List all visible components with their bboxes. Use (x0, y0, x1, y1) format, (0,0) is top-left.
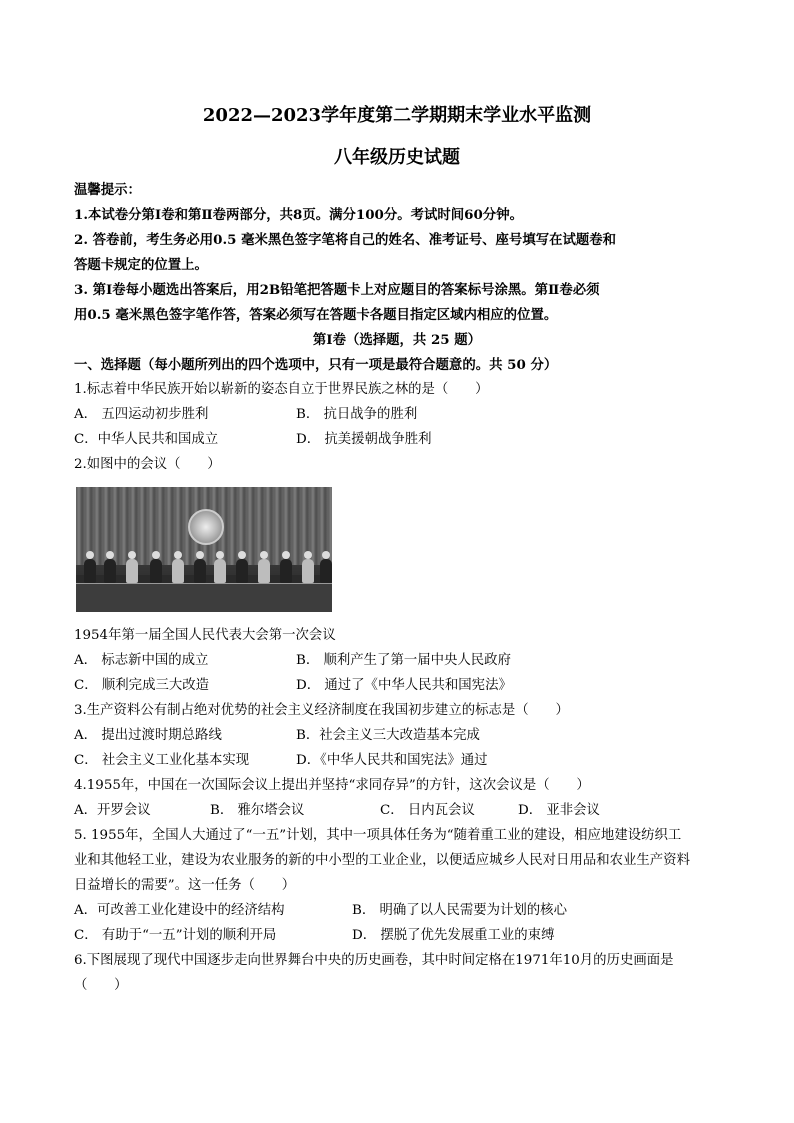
photo-figure (320, 559, 332, 583)
question-stem: 日益增长的需要”。这一任务（ ） (74, 878, 296, 893)
photo-figure (258, 559, 270, 583)
section-title: 第Ⅰ卷（选择题，共 25 题） (312, 332, 482, 348)
photo-figure (172, 559, 184, 583)
photo-table (76, 583, 332, 612)
option-d: D． 通过了《中华人民共和国宪法》 (296, 678, 512, 693)
exam-subtitle: 八年级历史试题 (334, 147, 460, 168)
photo-figure (280, 559, 292, 583)
option-a: A． 标志新中国的成立 (74, 653, 209, 668)
option-c: C． 顺利完成三大改造 (74, 678, 210, 693)
option-b: B．社会主义三大改造基本完成 (296, 728, 480, 743)
option-c: C． 有助于“一五”计划的顺利开局 (74, 928, 277, 943)
photo-caption: 1954年第一届全国人民代表大会第一次会议 (74, 628, 336, 643)
question-stem: 4.1955年，中国在一次国际会议上提出并坚持“求同存异”的方针，这次会议是（ ） (74, 778, 590, 793)
question-stem: 2.如图中的会议（ ） (74, 457, 221, 472)
part-heading: 一、选择题（每小题所列出的四个选项中，只有一项是最符合题意的。共 50 分） (74, 357, 558, 373)
option-a: A． 提出过渡时期总路线 (74, 728, 222, 743)
exam-title: 2022—2023学年度第二学期期末学业水平监测 (202, 105, 592, 126)
photo-figure (104, 559, 116, 583)
option-d: D．《中华人民共和国宪法》通过 (296, 753, 488, 768)
photo-figure (126, 559, 138, 583)
photo-figure (302, 559, 314, 583)
option-c: C．中华人民共和国成立 (74, 432, 219, 447)
congress-photo (76, 487, 332, 612)
option-d: D． 抗美援朝战争胜利 (296, 432, 432, 447)
option-b: B． 顺利产生了第一届中央人民政府 (296, 653, 511, 668)
photo-figure (236, 559, 248, 583)
question-stem: （ ） (74, 978, 128, 993)
option-d: D． 摆脱了优先发展重工业的束缚 (352, 928, 555, 943)
national-emblem-icon (188, 509, 224, 545)
photo-figure (150, 559, 162, 583)
option-b: B． 明确了以人民需要为计划的核心 (352, 903, 567, 918)
photo-figure (194, 559, 206, 583)
option-c: C． 社会主义工业化基本实现 (74, 753, 250, 768)
question-stem: 3.生产资料公有制占绝对优势的社会主义经济制度在我国初步建立的标志是（ ） (74, 703, 569, 718)
question-stem: 5. 1955年，全国人大通过了“一五”计划，其中一项具体任务为“随着重工业的建设，相应地建设纺织工 (74, 828, 682, 843)
tips-line: 1.本试卷分第Ⅰ卷和第Ⅱ卷两部分，共8页。满分100分。考试时间60分钟。 (74, 207, 523, 223)
option-b: B． 抗日战争的胜利 (296, 407, 418, 422)
tips-line: 用0.5 毫米黑色签字笔作答，答案必须写在答题卡各题目指定区域内相应的位置。 (74, 307, 558, 323)
option-b: B． 雅尔塔会议 (210, 803, 305, 818)
tips-heading: 温馨提示： (74, 182, 141, 198)
option-c: C． 日内瓦会议 (380, 803, 475, 818)
photo-figure (214, 559, 226, 583)
question-stem: 1.标志着中华民族开始以崭新的姿态自立于世界民族之林的是（ ） (74, 382, 489, 397)
question-stem: 业和其他轻工业，建设为农业服务的新的中小型的工业企业，以便适应城乡人民对日用品和农业生产资料 (74, 853, 690, 868)
tips-line: 2. 答卷前，考生务必用0.5 毫米黑色签字笔将自己的姓名、准考证号、座号填写在试题卷和 (74, 232, 617, 248)
option-a: A．可改善工业化建设中的经济结构 (74, 903, 285, 918)
option-a: A． 五四运动初步胜利 (74, 407, 209, 422)
tips-line: 答题卡规定的位置上。 (74, 257, 208, 273)
option-d: D． 亚非会议 (518, 803, 600, 818)
tips-line: 3. 第Ⅰ卷每小题选出答案后，用2B铅笔把答题卡上对应题目的答案标号涂黑。第Ⅱ卷必须 (74, 282, 600, 298)
option-a: A．开罗会议 (74, 803, 151, 818)
photo-figure (84, 559, 96, 583)
question-stem: 6.下图展现了现代中国逐步走向世界舞台中央的历史画卷，其中时间定格在1971年10月的历史画面是 (74, 953, 674, 968)
